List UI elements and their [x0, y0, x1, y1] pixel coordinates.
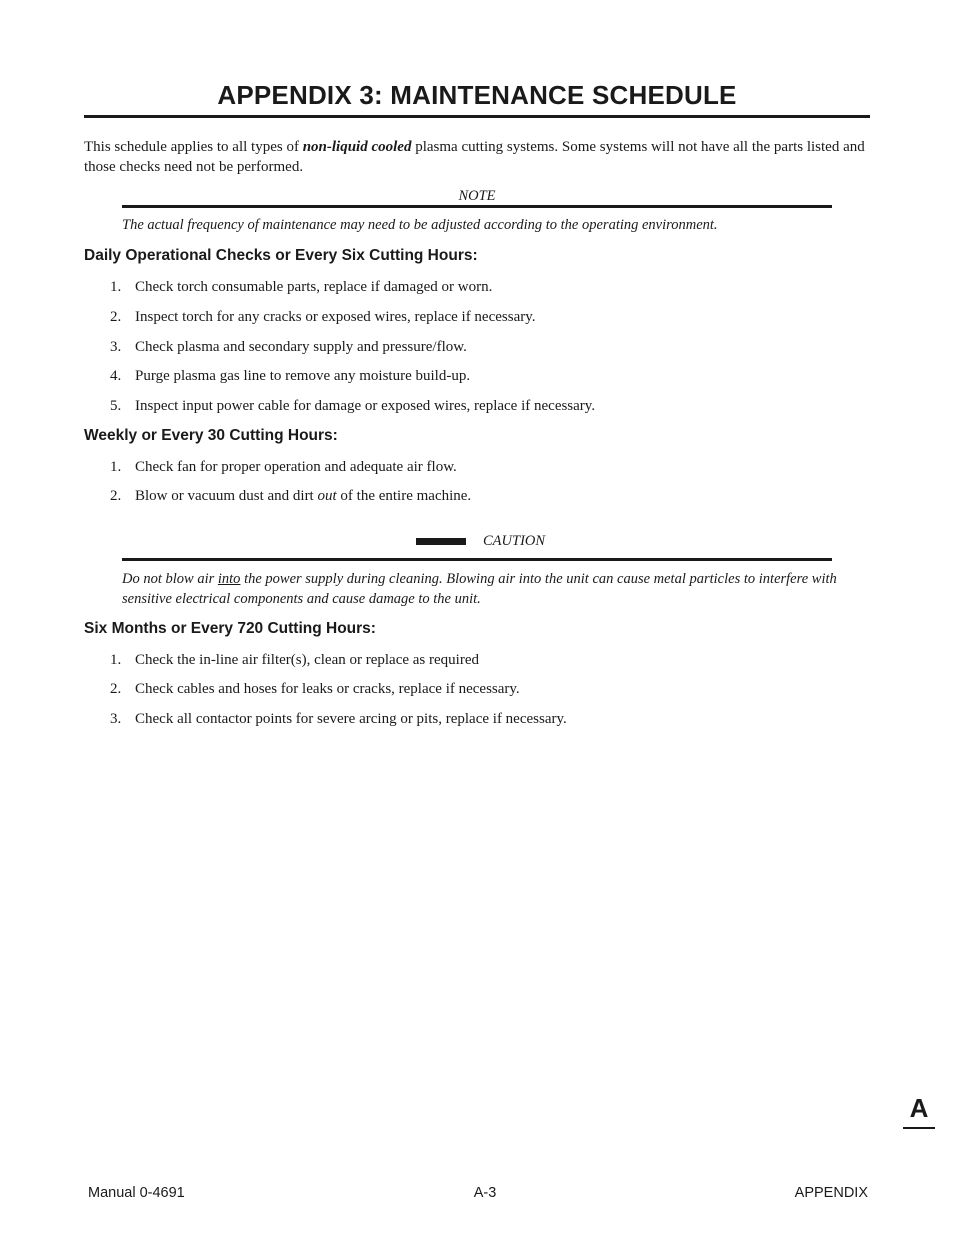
list-item-number: 1. [110, 459, 122, 475]
list-item [110, 366, 470, 386]
list-item-text: Inspect torch for any cracks or exposed wires, replace if necessary. [135, 309, 536, 325]
caution-header [416, 531, 545, 551]
list-item-text: Purge plasma gas line to remove any moisture build-up. [135, 368, 471, 384]
list-item-number: 3. [110, 711, 122, 727]
six-months-heading: Six Months or Every 720 Cutting Hours: [84, 620, 376, 637]
intro-paragraph [84, 138, 874, 177]
list-item [110, 457, 457, 477]
list-item-text: Check all contactor points for severe arcing or pits, replace if necessary. [135, 711, 567, 727]
footer-page-number: A-3 [473, 1185, 497, 1201]
list-item [110, 709, 567, 729]
intro-text-end: plasma cutting systems. Some systems will not have all the parts listed and those checks need not be performed. [84, 139, 865, 175]
list-item-text: Check torch consumable parts, replace if damaged or worn. [135, 279, 493, 295]
caution-text-end: the power supply during cleaning. Blowing air into the unit can cause metal particles to interfere with sensitive electrical components and cause damage to the unit. [122, 571, 837, 607]
list-item-number: 1. [110, 279, 122, 295]
list-item [110, 396, 595, 416]
list-item-text: Check cables and hoses for leaks or cracks, replace if necessary. [135, 681, 520, 697]
list-item-number: 1. [110, 652, 122, 668]
list-item-text-end: of the entire machine. [336, 488, 472, 504]
footer-section-name: APPENDIX [794, 1185, 868, 1201]
list-item [110, 650, 479, 670]
intro-emphasis: non-liquid cooled [302, 139, 412, 155]
list-item-number: 2. [110, 309, 122, 325]
intro-text-start: This schedule applies to all types of [84, 139, 303, 155]
list-item [110, 679, 520, 699]
caution-underlined-word: into [217, 571, 241, 587]
section-tab-letter: A [909, 1093, 929, 1123]
caution-bar-icon [416, 538, 466, 545]
weekly-heading: Weekly or Every 30 Cutting Hours: [84, 427, 338, 444]
list-item-number: 5. [110, 398, 122, 414]
footer-manual-number: Manual 0-4691 [88, 1185, 185, 1201]
list-item-number: 2. [110, 681, 122, 697]
daily-heading: Daily Operational Checks or Every Six Cutting Hours: [84, 247, 478, 264]
list-item-number: 3. [110, 339, 122, 355]
note-divider [122, 205, 832, 208]
list-item [110, 337, 467, 357]
page-title: APPENDIX 3: MAINTENANCE SCHEDULE [217, 80, 737, 110]
list-item [110, 486, 471, 506]
note-label: NOTE [458, 188, 496, 204]
list-item-text-start: Blow or vacuum dust and dirt [135, 488, 318, 504]
list-item-number: 2. [110, 488, 122, 504]
list-item-number: 4. [110, 368, 122, 384]
list-item-text: Check plasma and secondary supply and pressure/flow. [135, 339, 467, 355]
list-item-emphasis: out [317, 488, 337, 504]
list-item [110, 277, 492, 297]
title-divider [84, 115, 870, 118]
list-item-text: Inspect input power cable for damage or exposed wires, replace if necessary. [135, 398, 596, 414]
caution-label: CAUTION [483, 533, 546, 549]
caution-divider [122, 558, 832, 561]
note-text: The actual frequency of maintenance may need to be adjusted according to the operating environment. [122, 217, 718, 233]
list-item [110, 307, 536, 327]
caution-text-start: Do not blow air [122, 571, 218, 587]
section-tab-underline [903, 1127, 935, 1129]
caution-text [122, 570, 842, 609]
list-item-text: Check fan for proper operation and adequate air flow. [135, 459, 457, 475]
list-item-text: Check the in-line air filter(s), clean or replace as required [135, 652, 479, 668]
